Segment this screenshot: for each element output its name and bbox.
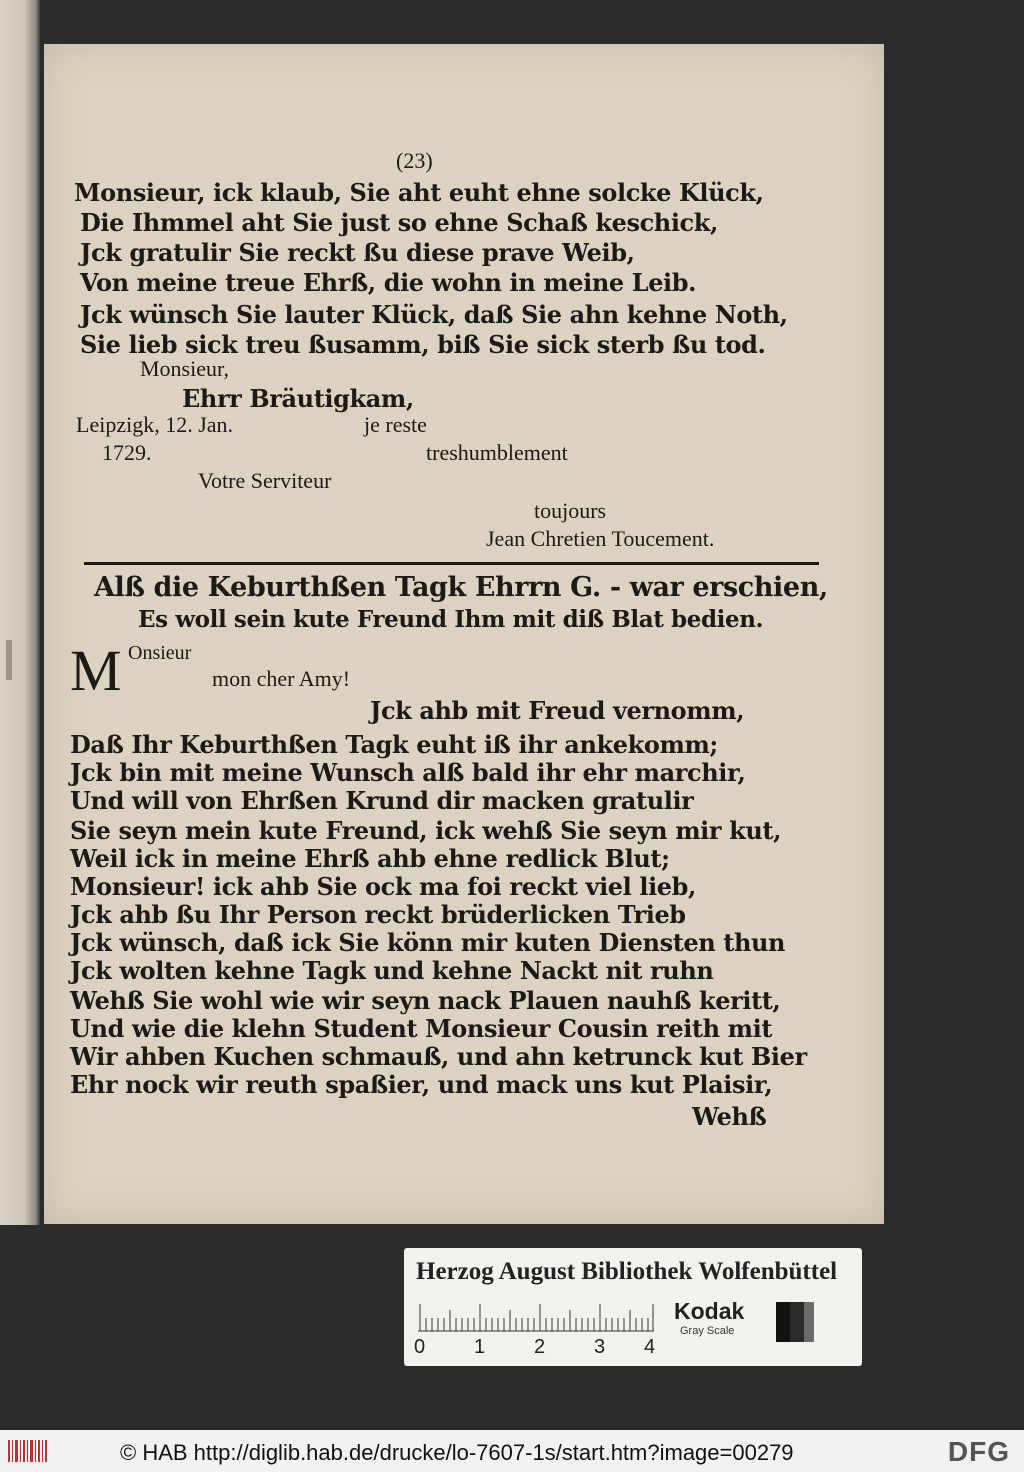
votre-serviteur: Votre Serviteur — [198, 468, 332, 493]
ruler-scale — [418, 1300, 654, 1332]
scale-number: 3 — [594, 1336, 606, 1358]
letter-line: Monsieur! ick ahb Sie ock ma foi reckt viel lieb, — [70, 872, 696, 901]
salutation: Monsieur, — [140, 356, 229, 381]
document-page — [44, 44, 884, 1224]
letter-line: Jck ahb mit Freud vernomm, — [370, 696, 745, 725]
catchword: Wehß — [692, 1102, 767, 1131]
poem-line: Jck gratulir Sie reckt ßu diese prave Weib, — [80, 238, 635, 267]
je-reste: je reste — [364, 412, 427, 437]
letter-mon-cher: mon cher Amy! — [212, 666, 351, 691]
poem-line: Monsieur, ick klaub, Sie aht euht ehne solcke Klück, — [74, 178, 764, 207]
heading-line: Es woll sein kute Freund Ihm mit diß Blat bedien. — [138, 606, 764, 633]
letter-line: Jck wolten kehne Tagk und kehne Nackt nit ruhn — [70, 956, 714, 985]
place-date: Leipzigk, 12. Jan. — [76, 412, 234, 437]
poem-line: Von meine treue Ehrß, die wohn in meine Leib. — [80, 268, 697, 297]
signature: Jean Chretien Toucement. — [486, 526, 715, 551]
poem-line: Jck wünsch Sie lauter Klück, daß Sie ahn kehne Noth, — [80, 300, 788, 329]
gray-swatch-black — [790, 1302, 804, 1342]
letter-line: Jck bin mit meine Wunsch alß bald ihr ehr marchir, — [70, 758, 746, 787]
address: Ehrr Bräutigkam, — [182, 384, 414, 413]
color-target-label — [404, 1248, 862, 1366]
letter-line: Jck wünsch, daß ick Sie könn mir kuten Diensten thun — [70, 928, 786, 957]
letter-onsieur: Onsieur — [128, 642, 192, 664]
poem-line: Die Ihmmel aht Sie just so ehne Schaß keschick, — [80, 208, 718, 237]
gray-swatch-mid — [804, 1302, 814, 1342]
barcode-icon — [8, 1438, 48, 1464]
page-number: (23) — [396, 148, 433, 173]
letter-line: Weil ick in meine Ehrß ahb ehne redlick Blut; — [70, 844, 670, 873]
letter-line: Jck ahb ßu Ihr Person reckt brüderlicken Trieb — [70, 900, 686, 929]
letter-line: Und wie die klehn Student Monsieur Cousin reith mit — [70, 1014, 773, 1043]
footer-url[interactable]: © HAB http://diglib.hab.de/drucke/lo-7607-1s/start.htm?image=00279 — [120, 1440, 794, 1465]
letter-line: Wir ahben Kuchen schmauß, und ahn ketrunck kut Bier — [70, 1042, 807, 1071]
scale-number: 1 — [474, 1336, 486, 1358]
previous-page-mark — [6, 640, 12, 680]
treshumblement: treshumblement — [426, 440, 568, 465]
letter-line: Daß Ihr Keburthßen Tagk euht iß ihr ankekomm; — [70, 730, 718, 759]
scale-number: 4 — [644, 1336, 656, 1358]
letter-line: Und will von Ehrßen Krund dir macken gratulir — [70, 786, 694, 815]
scale-number: 2 — [534, 1336, 546, 1358]
previous-page-edge — [0, 0, 40, 1225]
poem-line: Sie lieb sick treu ßusamm, biß Sie sick sterb ßu tod. — [80, 330, 766, 359]
divider-rule — [84, 562, 819, 565]
gray-swatch-dark — [776, 1302, 790, 1342]
kodak-brand: Kodak — [674, 1298, 745, 1324]
year: 1729. — [102, 440, 152, 465]
library-name: Herzog August Bibliothek Wolfenbüttel — [416, 1258, 838, 1285]
gray-scale-label: Gray Scale — [680, 1325, 735, 1337]
toujours: toujours — [534, 498, 607, 523]
drop-cap: M — [70, 638, 122, 703]
heading-line: Alß die Keburthßen Tagk Ehrrn G. - war erschien, — [94, 572, 828, 603]
letter-line: Ehr nock wir reuth spaßier, und mack uns kut Plaisir, — [70, 1070, 773, 1099]
footer-bar — [0, 1430, 1024, 1472]
letter-line: Sie seyn mein kute Freund, ick wehß Sie seyn mir kut, — [70, 816, 782, 845]
letter-line: Wehß Sie wohl wie wir seyn nack Plauen nauhß keritt, — [70, 986, 781, 1015]
dfg-logo: DFG — [947, 1436, 1010, 1467]
scale-number: 0 — [414, 1336, 426, 1358]
